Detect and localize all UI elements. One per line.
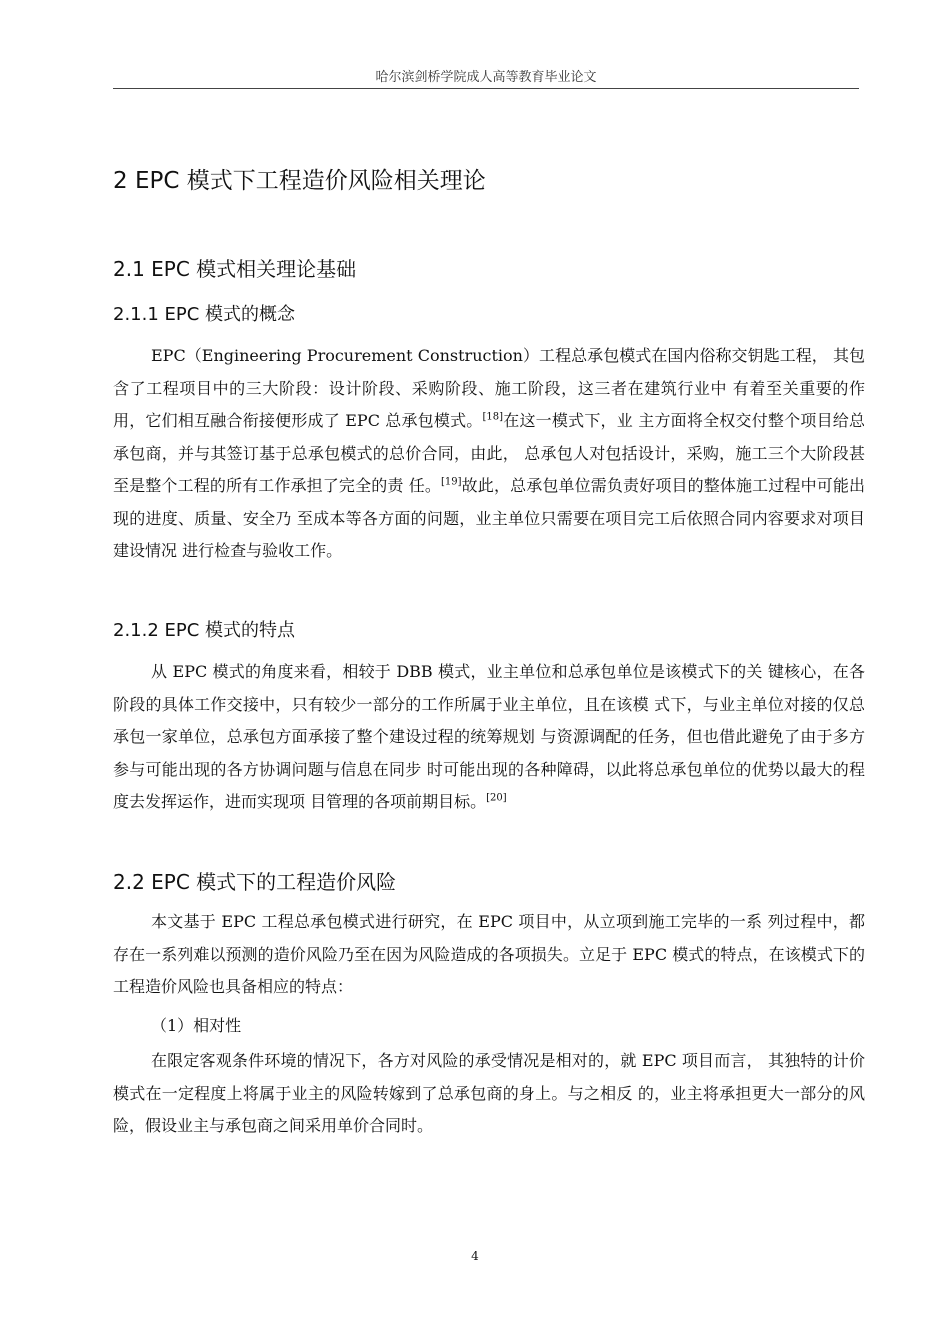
section-2-1-2-paragraph — [113, 656, 865, 819]
citation: [19] — [441, 476, 462, 488]
citation: [18] — [482, 411, 504, 423]
section-2-2-paragraph: 本文基于 EPC 工程总承包模式进行研究，在 EPC 项目中，从立项到施工完毕的一系 列过程中，都存在一系列难以预测的造价风险乃至在因为风险造成的各项损失。立足于 EPC 模式的特点，在该模式下的工程造价风险也具备相应的特点： — [113, 912, 865, 996]
citation: [20] — [486, 792, 507, 804]
paragraph-text: EPC（Engineering Procurement Construction）工程总承包模式在国内俗称交钥匙工程， 其包含了工程项目中的三大阶段：设计阶段、采购阶段、施工阶段，这三者在建筑行业中 有着至关重要的作用，它们相互融合衔接便形成了 EPC 总承包模式。 — [113, 346, 865, 430]
page-number: 4 — [471, 1249, 479, 1263]
running-header: 哈尔滨剑桥学院成人高等教育毕业论文 — [375, 70, 597, 85]
list-item-paragraph: 在限定客观条件环境的情况下，各方对风险的承受情况是相对的，就 EPC 项目而言， 其独特的计价模式在一定程度上将属于业主的风险转嫁到了总承包商的身上。与之相反 的，业主将承担更大一部分的风险，假设业主与承包商之间采用单价合同时。 — [113, 1051, 865, 1135]
header-rule — [113, 88, 859, 89]
section-2-2-title: 2.2 EPC 模式下的工程造价风险 — [113, 870, 397, 894]
section-2-1-title: 2.1 EPC 模式相关理论基础 — [113, 257, 357, 281]
list-item-label: （1）相对性 — [151, 1016, 242, 1035]
section-2-1-2-title: 2.1.2 EPC 模式的特点 — [113, 620, 296, 641]
paragraph-text: 故此，总承包单位需负责好项目的整体施工过程中可能出现的进度、质量、安全乃 至成本等各方面的问题，业主单位只需要在项目完工后依照合同内容要求对项目建设情况 进行检查与验收工作。 — [113, 476, 865, 560]
section-2-1-1-paragraph — [113, 340, 865, 568]
section-2-1-1-title: 2.1.1 EPC 模式的概念 — [113, 304, 296, 325]
paragraph-text: 在这一模式下，业 主方面将全权交付整个项目给总承包商，并与其签订基于总承包模式的总价合同，由此， 总承包人对包括设计，采购，施工三个大阶段甚至是整个工程的所有工作承担了完全的责 任。 — [113, 411, 865, 495]
chapter-title: 2 EPC 模式下工程造价风险相关理论 — [113, 168, 486, 194]
paragraph-text: 从 EPC 模式的角度来看，相较于 DBB 模式，业主单位和总承包单位是该模式下的关 键核心，在各阶段的具体工作交接中，只有较少一部分的工作所属于业主单位，且在该模 式下，与业主单位对接的仅总承包一家单位，总承包方面承接了整个建设过程的统筹规划 与资源调配的任务，但也借此避免了由于多方参与可能出现的各方协调问题与信息在同步 时可能出现的各种障碍，以此将总承包单位的优势以最大的程度去发挥运作，进而实现项 目管理的各项前期目标。 — [113, 662, 865, 811]
